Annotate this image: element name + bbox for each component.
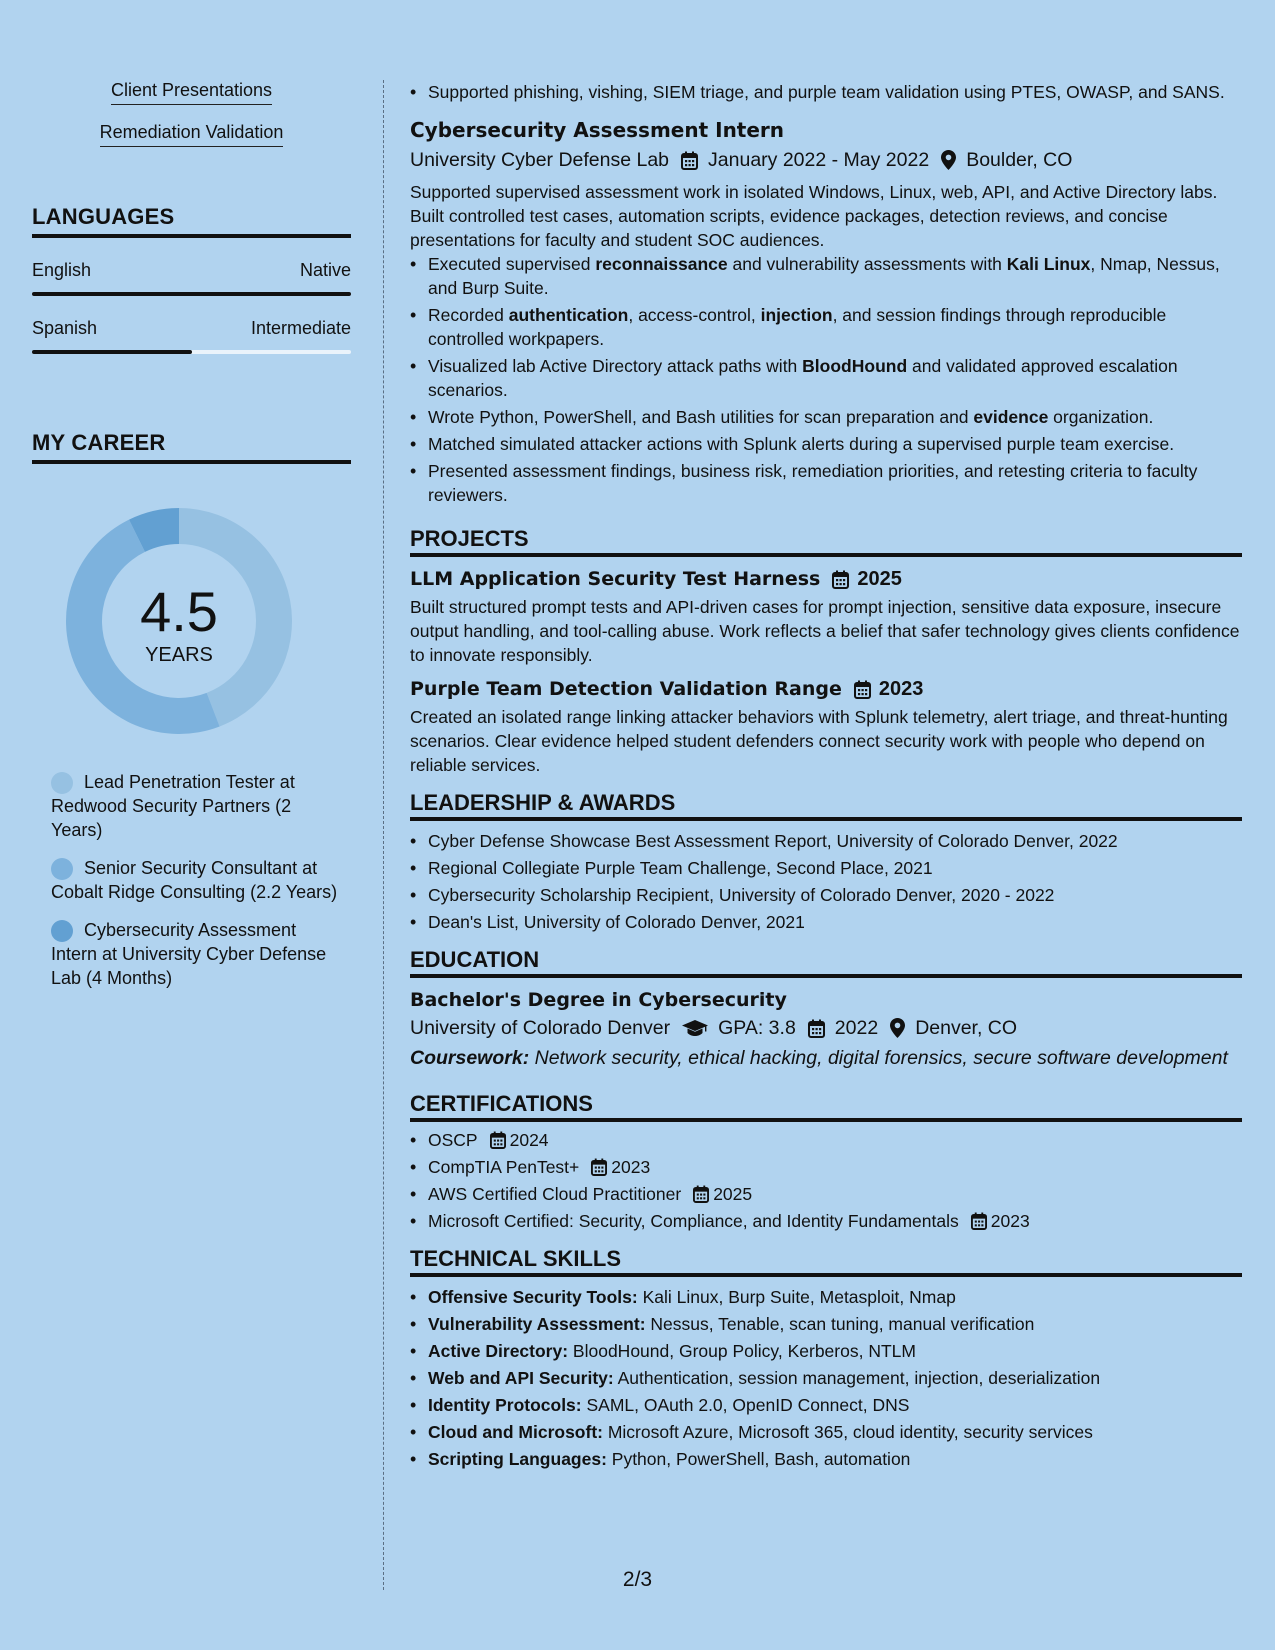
award-item: • Regional Collegiate Purple Team Challenge, Second Place, 2021 <box>410 856 1242 880</box>
leadership-list <box>410 829 1242 934</box>
certifications-heading: CERTIFICATIONS <box>410 1092 1242 1122</box>
project-year: 2023 <box>878 678 924 700</box>
bullet-item <box>410 252 1242 300</box>
bullet-item <box>410 405 1242 429</box>
certification-name: • AWS Certified Cloud Practitioner <box>428 1184 682 1204</box>
degree-title: Bachelor's Degree in Cybersecurity <box>410 989 787 1011</box>
bullet-text: Visualized lab Active Directory attack paths with <box>428 356 803 376</box>
language-name: Spanish <box>32 318 98 338</box>
bullet-text: organization. <box>1048 407 1154 427</box>
career-heading: MY CAREER <box>32 430 351 464</box>
projects-heading: PROJECTS <box>410 527 1242 557</box>
job-bullets <box>410 252 1242 507</box>
language-bar <box>32 350 351 354</box>
bold-keyword: authentication <box>508 305 629 325</box>
column-divider <box>383 80 384 1590</box>
career-legend-item <box>51 918 341 990</box>
bullet-text: Matched simulated attacker actions with Splunk alerts during a supervised purple team exercise. <box>428 434 1175 454</box>
bullet-item <box>410 459 1242 507</box>
school-name: University of Colorado Denver <box>410 1017 671 1039</box>
calendar-icon <box>693 1185 709 1203</box>
award-item: • Cybersecurity Scholarship Recipient, University of Colorado Denver, 2020 - 2022 <box>410 883 1242 907</box>
calendar-icon <box>854 680 871 699</box>
bullet-text: , and session findings through reproducible controlled workpapers. <box>428 305 1167 349</box>
career-total-years: 4.5 <box>140 580 218 643</box>
legend-label: Cybersecurity Assessment Intern at University Cyber Defense Lab (4 Months) <box>51 920 327 988</box>
coursework <box>410 1046 1242 1070</box>
location-pin-icon <box>890 1018 905 1038</box>
bold-keyword: Kali Linux <box>1006 254 1091 274</box>
project-item <box>410 567 1242 667</box>
language-bar-fill <box>32 350 192 354</box>
skill-category: Web and API Security: <box>428 1368 614 1388</box>
graduation-year: 2022 <box>834 1017 879 1039</box>
job-dates: January 2022 - May 2022 <box>708 149 930 171</box>
skill-tags <box>32 80 351 164</box>
coursework-label: Coursework: <box>410 1047 530 1069</box>
job-location: Boulder, CO <box>966 149 1073 171</box>
bold-keyword: evidence <box>973 407 1049 427</box>
language-level: Intermediate <box>250 318 351 338</box>
skill-values: Kali Linux, Burp Suite, Metasploit, Nmap <box>637 1287 956 1307</box>
bullet-item <box>410 432 1242 456</box>
bullet-item <box>410 303 1242 351</box>
skills-list <box>410 1285 1242 1471</box>
certification-item <box>410 1182 1242 1206</box>
skills-heading: TECHNICAL SKILLS <box>410 1247 1242 1277</box>
school-location: Denver, CO <box>915 1017 1018 1039</box>
project-year: 2025 <box>857 568 902 590</box>
bullet-text: Presented assessment findings, business risk, remediation priorities, and retesting criteria to faculty reviewers. <box>428 461 1198 505</box>
career-legend <box>51 770 341 990</box>
legend-label: Senior Security Consultant at Cobalt Ridge Consulting (2.2 Years) <box>51 858 338 902</box>
career-donut-chart <box>66 508 292 734</box>
calendar-icon <box>591 1158 607 1176</box>
bold-keyword: injection <box>760 305 833 325</box>
skill-values: BloodHound, Group Policy, Kerberos, NTLM <box>568 1341 916 1361</box>
legend-label: Lead Penetration Tester at Redwood Security Partners (2 Years) <box>51 772 295 840</box>
job-summary: Supported supervised assessment work in isolated Windows, Linux, web, API, and Active Directory labs. Built controlled test cases, automation scripts, evidence packages, detection reviews, and concise presentations for faculty and student SOC audiences. <box>410 182 1218 250</box>
skill-category: Identity Protocols: <box>428 1395 582 1415</box>
certifications-list <box>410 1128 1242 1233</box>
skill-item <box>410 1312 1242 1336</box>
calendar-icon <box>808 1019 825 1038</box>
skill-item <box>410 1393 1242 1417</box>
education-meta <box>410 1016 1242 1040</box>
certification-name: • Microsoft Certified: Security, Compliance, and Identity Fundamentals <box>428 1211 959 1231</box>
certification-year: 2025 <box>713 1184 753 1204</box>
language-bar <box>32 292 351 296</box>
languages-heading: LANGUAGES <box>32 204 351 238</box>
career-legend-item <box>51 770 341 842</box>
education-heading: EDUCATION <box>410 948 1242 978</box>
skill-item <box>410 1366 1242 1390</box>
sidebar <box>32 80 351 1004</box>
certification-name: • OSCP <box>428 1130 478 1150</box>
skill-item <box>410 1339 1242 1363</box>
skill-values: Authentication, session management, injection, deserialization <box>613 1368 1101 1388</box>
skill-category: Offensive Security Tools: <box>428 1287 638 1307</box>
skill-category: Active Directory: <box>428 1341 569 1361</box>
bullet-text: Recorded <box>428 305 509 325</box>
language-english <box>32 260 351 296</box>
certification-name: • CompTIA PenTest+ <box>428 1157 580 1177</box>
project-item <box>410 677 1242 777</box>
graduation-cap-icon <box>682 1019 708 1037</box>
legend-dot <box>51 858 73 880</box>
bold-keyword: BloodHound <box>802 356 908 376</box>
bullet-text: and validated approved escalation scenarios. <box>428 356 1178 400</box>
career-total-unit: YEARS <box>145 644 213 666</box>
skill-values: SAML, OAuth 2.0, OpenID Connect, DNS <box>581 1395 910 1415</box>
project-title: Purple Team Detection Validation Range <box>410 678 842 700</box>
skill-item <box>410 1420 1242 1444</box>
job-meta <box>410 148 1242 172</box>
award-item: • Cyber Defense Showcase Best Assessment Report, University of Colorado Denver, 2022 <box>410 829 1242 853</box>
skill-item <box>410 1285 1242 1309</box>
skill-values: Python, PowerShell, Bash, automation <box>606 1449 911 1469</box>
project-description: Built structured prompt tests and API-driven cases for prompt injection, sensitive data exposure, insecure output handling, and tool-calling abuse. Work reflects a belief that safer technology gives clients confidence to innovate responsibly. <box>410 597 1240 665</box>
legend-dot <box>51 920 73 942</box>
legend-dot <box>51 772 73 794</box>
bullet-text: , Nmap, Nessus, and Burp Suite. <box>428 254 1220 298</box>
leadership-heading: LEADERSHIP & AWARDS <box>410 791 1242 821</box>
job-title: Cybersecurity Assessment Intern <box>410 118 785 142</box>
certification-item <box>410 1209 1242 1233</box>
skill-tag: Remediation Validation <box>100 122 284 147</box>
skill-values: Microsoft Azure, Microsoft 365, cloud identity, security services <box>602 1422 1093 1442</box>
career-legend-item <box>51 856 341 904</box>
skill-category: Cloud and Microsoft: <box>428 1422 603 1442</box>
certification-item <box>410 1155 1242 1179</box>
experience-bullets-continued <box>410 80 1242 104</box>
bullet-text: Executed supervised <box>428 254 596 274</box>
page-number: 2/3 <box>622 1568 653 1591</box>
calendar-icon <box>832 570 849 589</box>
main-content <box>410 80 1242 1474</box>
certification-year: 2024 <box>509 1130 549 1150</box>
certification-year: 2023 <box>611 1157 651 1177</box>
language-name: English <box>32 260 92 280</box>
bullet-text: Wrote Python, PowerShell, and Bash utilities for scan preparation and <box>428 407 974 427</box>
language-spanish <box>32 318 351 354</box>
gpa: GPA: 3.8 <box>718 1017 796 1039</box>
award-item: • Dean's List, University of Colorado Denver, 2021 <box>410 910 1242 934</box>
coursework-text: Network security, ethical hacking, digital forensics, secure software development <box>529 1047 1228 1069</box>
skill-category: Vulnerability Assessment: <box>428 1314 646 1334</box>
bold-keyword: reconnaissance <box>595 254 728 274</box>
skill-category: Scripting Languages: <box>428 1449 607 1469</box>
certification-year: 2023 <box>990 1211 1030 1231</box>
skill-item <box>410 1447 1242 1471</box>
project-description: Created an isolated range linking attacker behaviors with Splunk telemetry, alert triage, and threat-hunting scenarios. Clear evidence helped student defenders connect security work with people who depend on reliable services. <box>410 707 1228 775</box>
skill-tag: Client Presentations <box>111 80 272 105</box>
bullet-item: • Supported phishing, vishing, SIEM triage, and purple team validation using PTES, OWASP, and SANS. <box>410 80 1242 104</box>
skill-values: Nessus, Tenable, scan tuning, manual verification <box>645 1314 1035 1334</box>
certification-item <box>410 1128 1242 1152</box>
bullet-text: and vulnerability assessments with <box>727 254 1007 274</box>
company-name: University Cyber Defense Lab <box>410 149 670 171</box>
bullet-text: , access-control, <box>628 305 761 325</box>
calendar-icon <box>490 1131 506 1149</box>
calendar-icon <box>681 151 698 170</box>
calendar-icon <box>971 1212 987 1230</box>
location-pin-icon <box>941 150 956 170</box>
bullet-item <box>410 354 1242 402</box>
language-bar-fill <box>32 292 351 296</box>
project-title: LLM Application Security Test Harness <box>410 568 821 590</box>
language-level: Native <box>299 260 351 280</box>
